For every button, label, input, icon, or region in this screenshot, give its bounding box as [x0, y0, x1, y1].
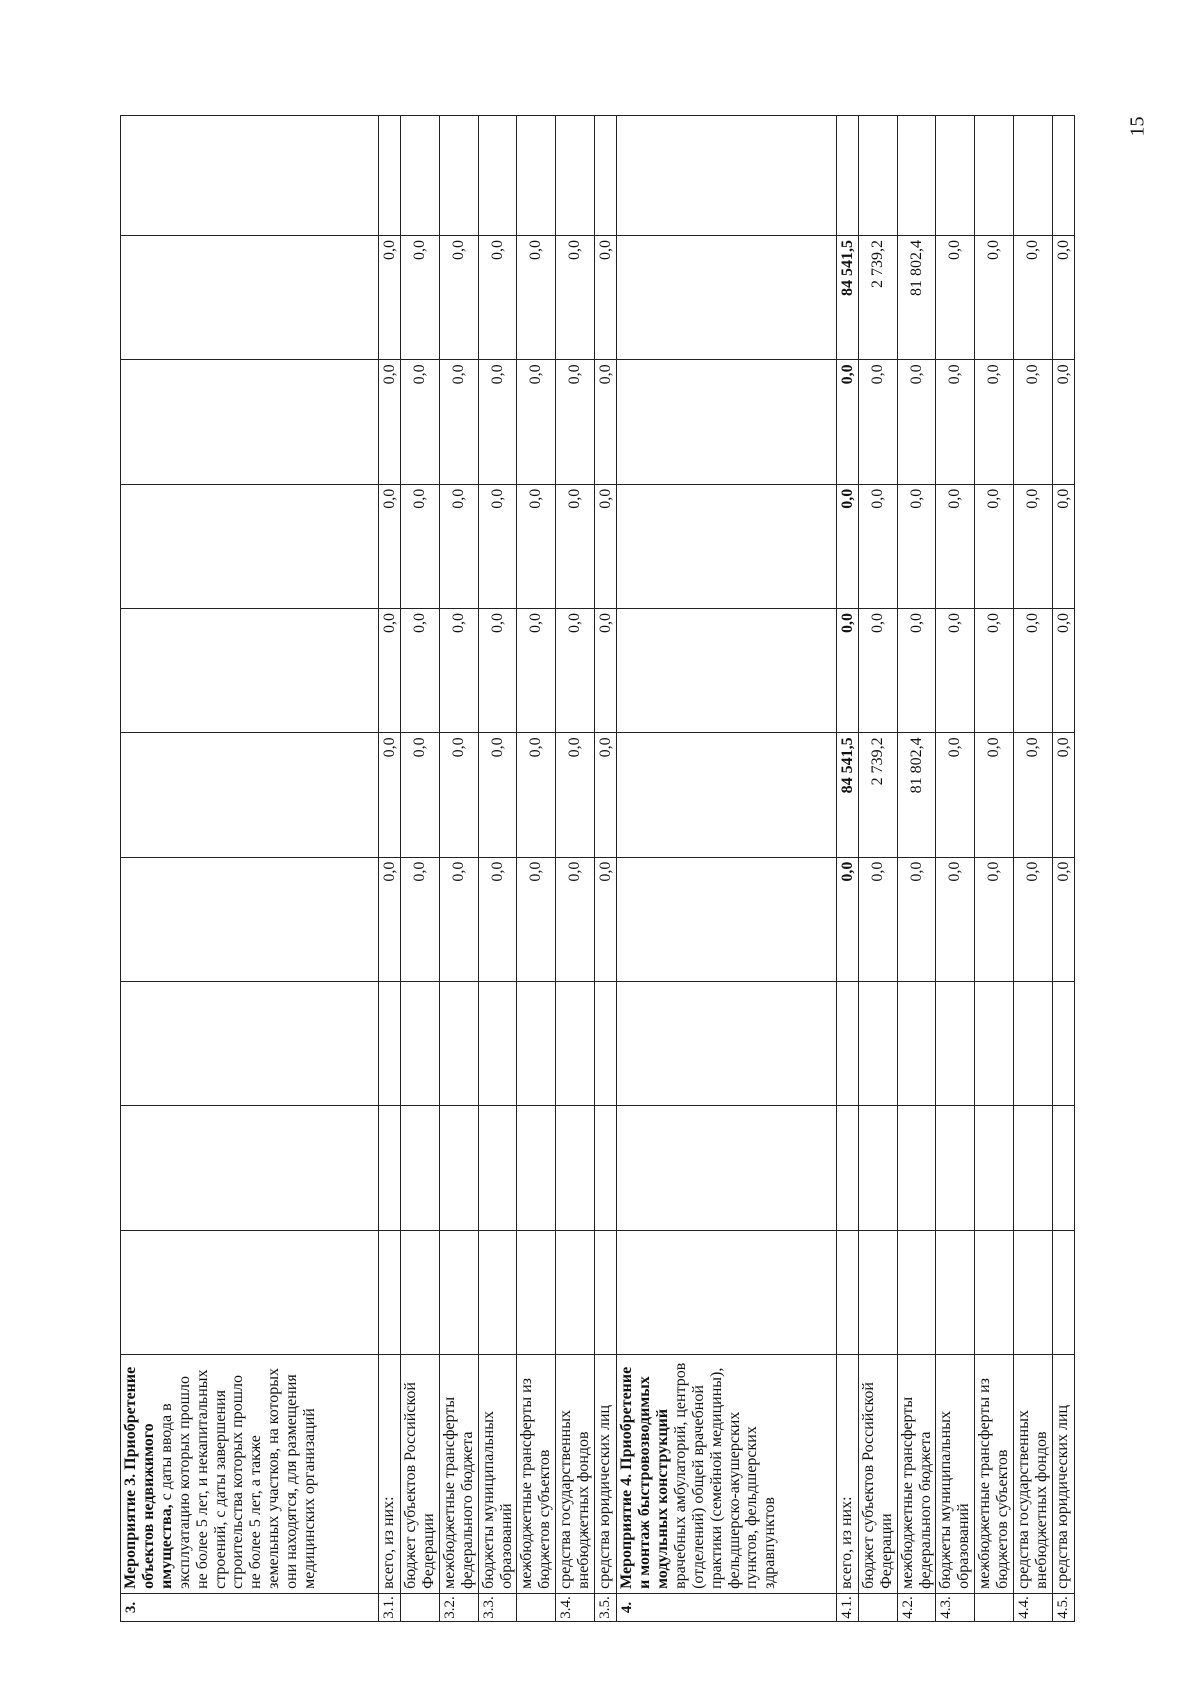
table-row: [439, 116, 478, 1622]
value-cell: [595, 1230, 617, 1354]
row-number: 4.5.: [1053, 1593, 1075, 1621]
value-cell: [936, 982, 975, 1106]
value-cell: [897, 1230, 936, 1354]
value-cell: 0,0: [837, 360, 859, 484]
value-cell: [121, 733, 379, 857]
value-cell: [517, 1230, 556, 1354]
value-cell: [837, 1230, 859, 1354]
value-cell: [121, 116, 379, 236]
value-cell: 84 541,5: [837, 733, 859, 857]
value-cell: [439, 982, 478, 1106]
row-name: бюджеты муниципальных образований: [936, 1354, 975, 1593]
row-number: 3.2.: [439, 1593, 478, 1621]
row-number: 3.3.: [478, 1593, 517, 1621]
row-number: 3.5.: [595, 1593, 617, 1621]
value-cell: [595, 982, 617, 1106]
value-cell: [478, 116, 517, 236]
value-cell: [478, 1230, 517, 1354]
value-cell: [1014, 1106, 1053, 1230]
value-cell: [975, 982, 1014, 1106]
value-cell: 0,0: [379, 609, 401, 733]
value-cell: [556, 1230, 595, 1354]
value-cell: [858, 1230, 897, 1354]
value-cell: [897, 1106, 936, 1230]
value-cell: 0,0: [1053, 733, 1075, 857]
value-cell: [617, 1230, 837, 1354]
value-cell: 0,0: [439, 733, 478, 857]
value-cell: 0,0: [936, 236, 975, 360]
value-cell: 0,0: [517, 484, 556, 608]
table-row: [897, 116, 936, 1622]
value-cell: 0,0: [517, 733, 556, 857]
value-cell: 0,0: [975, 484, 1014, 608]
rotated-table-container: [120, 115, 1072, 1622]
value-cell: [617, 609, 837, 733]
row-name: межбюджетные трансферты федерального бюджета: [439, 1354, 478, 1593]
value-cell: 0,0: [401, 733, 440, 857]
value-cell: 0,0: [858, 484, 897, 608]
value-cell: 0,0: [1053, 609, 1075, 733]
row-number: 4.1.: [837, 1593, 859, 1621]
row-name: бюджеты муниципальных образований: [478, 1354, 517, 1593]
row-number: 4.3.: [936, 1593, 975, 1621]
value-cell: 0,0: [379, 857, 401, 981]
value-cell: [936, 116, 975, 236]
value-cell: [556, 1106, 595, 1230]
activity-title-bold: Мероприятие 3. Приобретение объектов недвижимого имущества,: [122, 1366, 175, 1589]
value-cell: [858, 1106, 897, 1230]
value-cell: [897, 116, 936, 236]
value-cell: [897, 982, 936, 1106]
row-name: межбюджетные трансферты федерального бюджета: [897, 1354, 936, 1593]
value-cell: [379, 982, 401, 1106]
value-cell: 0,0: [837, 857, 859, 981]
value-cell: 0,0: [478, 236, 517, 360]
value-cell: [595, 116, 617, 236]
row-name: средства юридических лиц: [1053, 1354, 1075, 1593]
table-row: [617, 116, 837, 1622]
value-cell: 0,0: [401, 857, 440, 981]
value-cell: [858, 116, 897, 236]
value-cell: [617, 236, 837, 360]
value-cell: 0,0: [837, 484, 859, 608]
value-cell: 0,0: [1014, 609, 1053, 733]
value-cell: [401, 982, 440, 1106]
table-row: [401, 116, 440, 1622]
value-cell: 0,0: [936, 484, 975, 608]
value-cell: [121, 857, 379, 981]
value-cell: 0,0: [401, 609, 440, 733]
value-cell: [1053, 1106, 1075, 1230]
value-cell: [617, 733, 837, 857]
value-cell: 0,0: [975, 360, 1014, 484]
table-row: [517, 116, 556, 1622]
value-cell: [975, 1106, 1014, 1230]
value-cell: 0,0: [439, 609, 478, 733]
row-number: 4.2.: [897, 1593, 936, 1621]
value-cell: 0,0: [401, 360, 440, 484]
value-cell: 0,0: [1014, 360, 1053, 484]
value-cell: 0,0: [517, 609, 556, 733]
value-cell: [379, 1106, 401, 1230]
value-cell: 0,0: [439, 484, 478, 608]
value-cell: [617, 1106, 837, 1230]
value-cell: 84 541,5: [837, 236, 859, 360]
row-number: 4.: [617, 1593, 837, 1621]
value-cell: [478, 982, 517, 1106]
row-name: бюджет субъектов Российской Федерации: [401, 1354, 440, 1593]
value-cell: 0,0: [517, 360, 556, 484]
value-cell: 0,0: [379, 484, 401, 608]
value-cell: 0,0: [1053, 236, 1075, 360]
activity-title-rest: с даты ввода в эксплуатацию которых прошло не более 5 лет, и некапитальных строений, с даты завершения строительства которых прошло не более 5 лет, а также земельных участков, на которых они находятся, для размещения медицинских организаций: [157, 1367, 319, 1589]
value-cell: 0,0: [1014, 484, 1053, 608]
value-cell: 0,0: [517, 857, 556, 981]
value-cell: 0,0: [439, 236, 478, 360]
value-cell: 0,0: [379, 733, 401, 857]
value-cell: 0,0: [595, 360, 617, 484]
value-cell: 0,0: [401, 484, 440, 608]
value-cell: 0,0: [439, 857, 478, 981]
value-cell: [439, 1106, 478, 1230]
value-cell: [858, 982, 897, 1106]
value-cell: 2 739,2: [858, 733, 897, 857]
value-cell: 2 739,2: [858, 236, 897, 360]
value-cell: [556, 982, 595, 1106]
value-cell: 0,0: [439, 360, 478, 484]
value-cell: 0,0: [556, 236, 595, 360]
row-name: межбюджетные трансферты из бюджетов субъектов: [975, 1354, 1014, 1593]
table-row: [121, 116, 379, 1622]
value-cell: [439, 1230, 478, 1354]
value-cell: 0,0: [936, 609, 975, 733]
activity-title-rest: врачебных амбулаторий, центров (отделений) общей врачебной практики (семейной медицины), фельдшерско-акушерских пунктов, фельдшерских здравпунктов: [671, 1362, 779, 1589]
row-name: всего, из них:: [379, 1354, 401, 1593]
row-number: 3.: [121, 1593, 379, 1621]
value-cell: [837, 116, 859, 236]
value-cell: [936, 1106, 975, 1230]
value-cell: 0,0: [478, 609, 517, 733]
value-cell: [517, 982, 556, 1106]
value-cell: 0,0: [897, 609, 936, 733]
value-cell: 0,0: [975, 857, 1014, 981]
row-number: [858, 1593, 897, 1621]
value-cell: 0,0: [858, 609, 897, 733]
value-cell: [617, 116, 837, 236]
value-cell: 0,0: [478, 733, 517, 857]
value-cell: 0,0: [379, 236, 401, 360]
value-cell: 0,0: [897, 857, 936, 981]
value-cell: 0,0: [975, 733, 1014, 857]
value-cell: 0,0: [556, 857, 595, 981]
row-number: 3.4.: [556, 1593, 595, 1621]
value-cell: 0,0: [379, 360, 401, 484]
value-cell: [121, 1230, 379, 1354]
value-cell: 0,0: [897, 360, 936, 484]
value-cell: [478, 1106, 517, 1230]
value-cell: [1014, 116, 1053, 236]
value-cell: 0,0: [1014, 236, 1053, 360]
value-cell: [1014, 1230, 1053, 1354]
table-body: [121, 116, 1075, 1622]
value-cell: [617, 857, 837, 981]
value-cell: [837, 1106, 859, 1230]
row-name: [121, 1354, 379, 1593]
value-cell: 0,0: [858, 857, 897, 981]
value-cell: 0,0: [936, 857, 975, 981]
value-cell: [401, 1106, 440, 1230]
value-cell: [1053, 982, 1075, 1106]
value-cell: [617, 484, 837, 608]
row-number: [517, 1593, 556, 1621]
value-cell: [439, 116, 478, 236]
value-cell: 0,0: [1053, 857, 1075, 981]
page-number: 15: [1126, 116, 1149, 137]
value-cell: [1053, 1230, 1075, 1354]
row-name: всего, из них:: [837, 1354, 859, 1593]
value-cell: [121, 1106, 379, 1230]
value-cell: 0,0: [478, 484, 517, 608]
row-number: [401, 1593, 440, 1621]
row-name: средства юридических лиц: [595, 1354, 617, 1593]
value-cell: 0,0: [936, 360, 975, 484]
value-cell: [1014, 982, 1053, 1106]
value-cell: [1053, 116, 1075, 236]
row-name: бюджет субъектов Российской Федерации: [858, 1354, 897, 1593]
row-name: средства государственных внебюджетных фондов: [556, 1354, 595, 1593]
table-row: [837, 116, 859, 1622]
value-cell: [517, 116, 556, 236]
value-cell: [121, 609, 379, 733]
value-cell: 0,0: [595, 236, 617, 360]
value-cell: [617, 982, 837, 1106]
value-cell: [595, 1106, 617, 1230]
value-cell: 81 802,4: [897, 733, 936, 857]
value-cell: [121, 360, 379, 484]
value-cell: 0,0: [401, 236, 440, 360]
value-cell: 0,0: [595, 484, 617, 608]
value-cell: 0,0: [517, 236, 556, 360]
value-cell: 0,0: [595, 609, 617, 733]
row-name: средства государственных внебюджетных фондов: [1014, 1354, 1053, 1593]
row-number: 4.4.: [1014, 1593, 1053, 1621]
value-cell: 0,0: [975, 236, 1014, 360]
table-row: [858, 116, 897, 1622]
value-cell: 0,0: [595, 733, 617, 857]
value-cell: [379, 1230, 401, 1354]
value-cell: 0,0: [1014, 733, 1053, 857]
table-row: [556, 116, 595, 1622]
value-cell: [379, 116, 401, 236]
value-cell: 81 802,4: [897, 236, 936, 360]
value-cell: [121, 484, 379, 608]
value-cell: [936, 1230, 975, 1354]
table-row: [595, 116, 617, 1622]
row-number: 3.1.: [379, 1593, 401, 1621]
value-cell: [517, 1106, 556, 1230]
value-cell: 0,0: [1053, 360, 1075, 484]
value-cell: 0,0: [595, 857, 617, 981]
table-row: [379, 116, 401, 1622]
value-cell: 0,0: [858, 360, 897, 484]
financing-table: [120, 115, 1075, 1622]
value-cell: 0,0: [975, 609, 1014, 733]
value-cell: [401, 1230, 440, 1354]
row-number: [975, 1593, 1014, 1621]
value-cell: 0,0: [556, 360, 595, 484]
value-cell: 0,0: [478, 857, 517, 981]
value-cell: 0,0: [1053, 484, 1075, 608]
value-cell: 0,0: [837, 609, 859, 733]
activity-title-bold: Мероприятие 4. Приобретение и монтаж быстровозводимых модульных конструкций: [618, 1366, 671, 1589]
table-row: [478, 116, 517, 1622]
value-cell: [556, 116, 595, 236]
table-row: [1014, 116, 1053, 1622]
value-cell: [975, 1230, 1014, 1354]
value-cell: 0,0: [478, 360, 517, 484]
row-name: [617, 1354, 837, 1593]
value-cell: [121, 982, 379, 1106]
value-cell: 0,0: [1014, 857, 1053, 981]
table-row: [936, 116, 975, 1622]
value-cell: [121, 236, 379, 360]
value-cell: [401, 116, 440, 236]
value-cell: 0,0: [556, 609, 595, 733]
value-cell: [837, 982, 859, 1106]
table-row: [1053, 116, 1075, 1622]
value-cell: 0,0: [556, 733, 595, 857]
table-row: [975, 116, 1014, 1622]
value-cell: 0,0: [936, 733, 975, 857]
row-name: межбюджетные трансферты из бюджетов субъектов: [517, 1354, 556, 1593]
value-cell: [617, 360, 837, 484]
value-cell: 0,0: [897, 484, 936, 608]
value-cell: [975, 116, 1014, 236]
value-cell: 0,0: [556, 484, 595, 608]
